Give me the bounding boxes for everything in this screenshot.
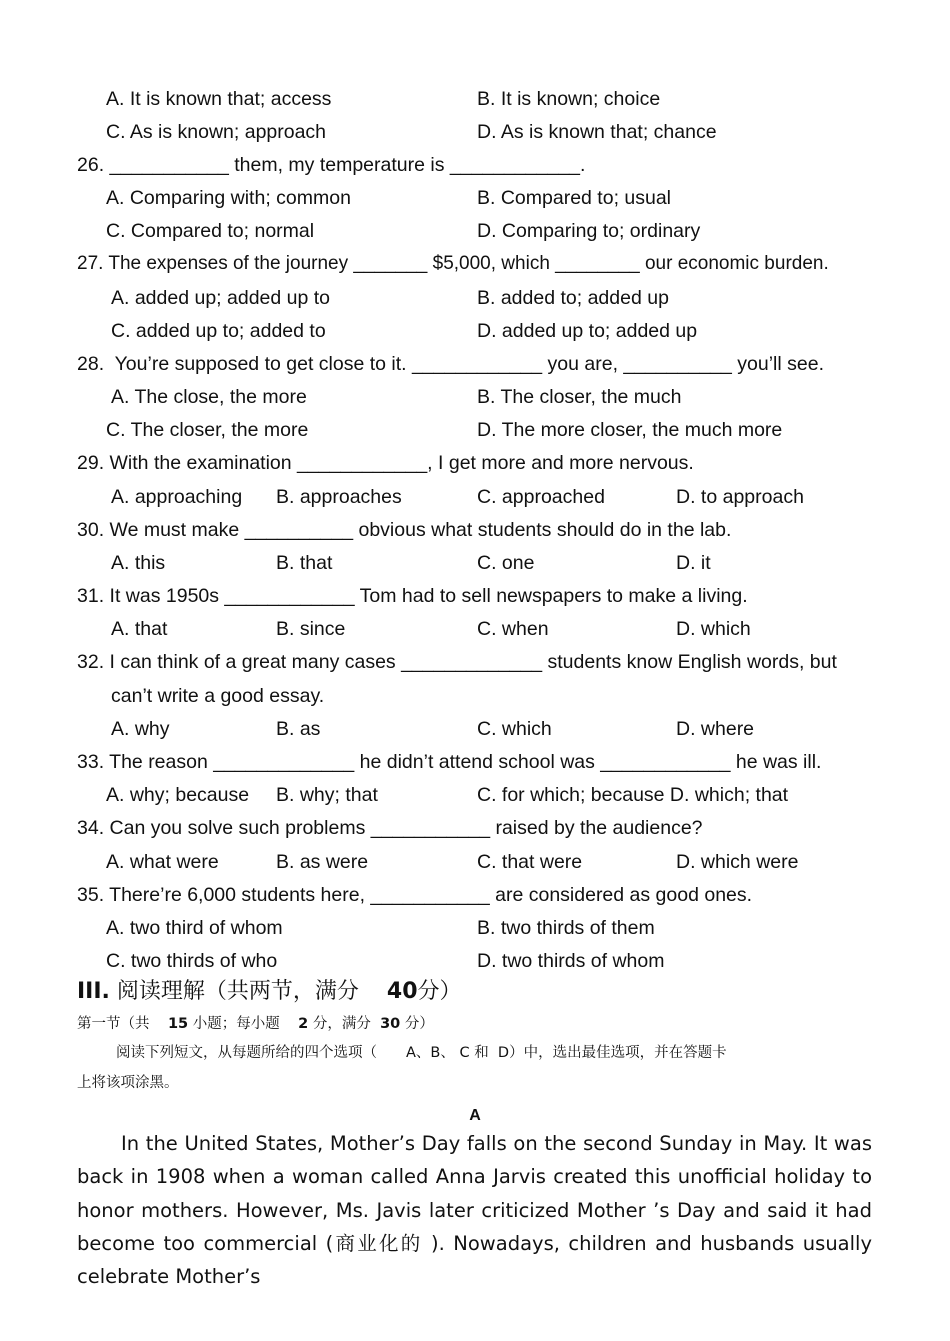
q32-option-d: D. where [676, 718, 755, 740]
q25-option-c: C. As is known; approach [106, 121, 327, 143]
q31-option-c: C. when [477, 618, 549, 640]
q33-option-c-d: C. for which; because D. which; that [477, 784, 789, 806]
q28-option-b: B. The closer, the much [477, 386, 682, 408]
q30-stem: 30. We must make __________ obvious what students should do in the lab. [77, 519, 732, 541]
part-label-1: 第一节（共 [77, 1016, 150, 1032]
instruction-line-1: 阅读下列短文，从每题所给的四个选项（ A、B、 C 和 D）中，选出最佳选项，并在答题卡 [116, 1045, 727, 1061]
q33-stem: 33. The reason _____________ he didn’t attend school was ____________ he was ill. [77, 751, 822, 773]
q34-option-c: C. that were [477, 851, 583, 873]
part-each: 2 [298, 1016, 309, 1032]
q30-option-b: B. that [276, 552, 333, 574]
q31-stem: 31. It was 1950s ____________ Tom had to sell newspapers to make a living. [77, 585, 748, 607]
q31-option-a: A. that [111, 618, 168, 640]
q33-option-a: A. why; because [106, 784, 250, 806]
q25-option-d: D. As is known that; chance [477, 121, 717, 143]
part-count: 15 [167, 1016, 189, 1032]
part-total: 30 [380, 1016, 401, 1032]
q34-stem: 34. Can you solve such problems ___________ raised by the audience? [77, 817, 703, 839]
q27-option-d: D. added up to; added up [477, 320, 698, 342]
q29-stem: 29. With the examination ____________, I get more and more nervous. [77, 452, 694, 474]
q33-option-b: B. why; that [276, 784, 378, 806]
q26-stem: 26. ___________ them, my temperature is ____________. [77, 154, 586, 176]
section-heading [77, 978, 462, 1006]
q28-stem: 28. You’re supposed to get close to it. ____________ you are, __________ you’ll see. [77, 353, 824, 375]
q34-option-a: A. what were [106, 851, 219, 873]
q30-option-d: D. it [676, 552, 711, 574]
section-title-end: 分） [417, 979, 462, 1004]
q30-option-a: A. this [111, 552, 166, 574]
q29-option-a: A. approaching [111, 486, 243, 508]
q35-stem: 35. There’re 6,000 students here, ___________ are considered as good ones. [77, 884, 753, 906]
section-title: 阅读理解（共两节，满分 [116, 979, 359, 1004]
q31-option-d: D. which [676, 618, 751, 640]
q27-stem: 27. The expenses of the journey _______ $5,000, which ________ our economic burden. [77, 253, 829, 274]
part-label-3: 分，满分 [312, 1016, 371, 1032]
q32-stem-line1: 32. I can think of a great many cases _____________ students know English words, but [77, 651, 837, 673]
passage-text: In the United States, Mother’s Day falls on the second Sunday in May. It was back in 1908 when a woman called Anna Jarvis created this unofficial holiday to honor mothers. However, Ms. Javis later criticized Mother ’s Day and said it had become too commercial (商业化的 ). Nowadays, children and husbands usually celebrate Mother’s [77, 1132, 872, 1289]
q27-option-c: C. added up to; added to [111, 320, 326, 342]
q27-option-a: A. added up; added up to [111, 287, 331, 309]
q35-option-d: D. two thirds of whom [477, 950, 665, 972]
part-label-4: 分） [404, 1016, 434, 1032]
q29-option-c: C. approached [477, 486, 605, 508]
q25-option-a: A. It is known that; access [106, 88, 332, 110]
instruction-line-2: 上将该项涂黑。 [77, 1075, 179, 1091]
section-score: 40 [386, 979, 418, 1004]
q35-option-b: B. two thirds of them [477, 917, 655, 939]
q26-option-b: B. Compared to; usual [477, 187, 672, 209]
passage-label: A [469, 1107, 481, 1124]
q34-option-b: B. as were [276, 851, 369, 873]
q29-option-d: D. to approach [676, 486, 804, 508]
q32-option-a: A. why [111, 718, 170, 740]
q26-option-c: C. Compared to; normal [106, 220, 315, 242]
q32-option-b: B. as [276, 718, 321, 740]
q28-option-d: D. The more closer, the much more [477, 419, 783, 441]
q32-option-c: C. which [477, 718, 552, 740]
q25-option-b: B. It is known; choice [477, 88, 661, 110]
q28-option-c: C. The closer, the more [106, 419, 309, 441]
q35-option-c: C. two thirds of who [106, 950, 278, 972]
q29-option-b: B. approaches [276, 486, 402, 508]
part-heading [77, 1014, 434, 1034]
part-label-2: 小题；每小题 [192, 1016, 280, 1032]
q32-stem-line2: can’t write a good essay. [111, 685, 325, 707]
q28-option-a: A. The close, the more [111, 386, 307, 408]
q30-option-c: C. one [477, 552, 535, 574]
q26-option-d: D. Comparing to; ordinary [477, 220, 701, 242]
q27-option-b: B. added to; added up [477, 287, 669, 309]
section-roman: III. [77, 979, 110, 1004]
q35-option-a: A. two third of whom [106, 917, 283, 939]
q34-option-d: D. which were [676, 851, 799, 873]
q26-option-a: A. Comparing with; common [106, 187, 351, 209]
q31-option-b: B. since [276, 618, 346, 640]
